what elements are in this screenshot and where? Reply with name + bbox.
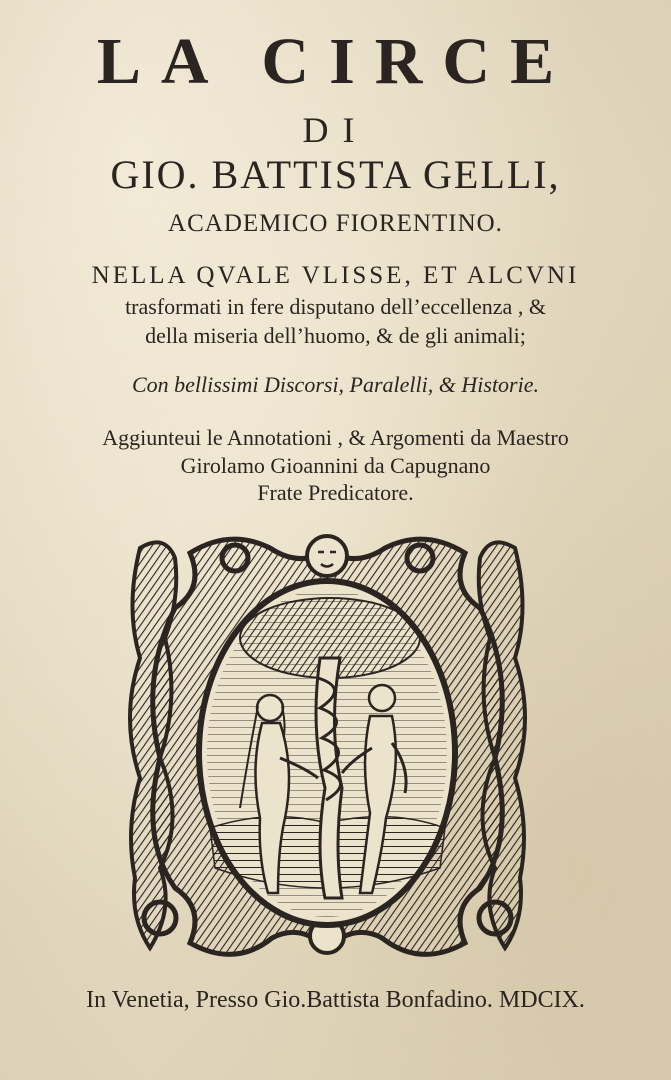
annotations-line-1: Aggiunteui le Annotationi , & Argomenti da Maestro [102, 425, 569, 450]
annotations-line-3: Frate Predicatore. [257, 480, 414, 505]
annotations-line-2: Girolamo Gioannini da Capugnano [180, 453, 491, 478]
imprint: In Venetia, Presso Gio.Battista Bonfadino. MDCIX. [86, 987, 585, 1013]
subtitle-line-2: trasformati in fere disputano dell’eccellenza , & [125, 294, 546, 319]
author-name: GIO. BATTISTA GELLI, [110, 152, 561, 197]
scene-oval [199, 581, 455, 925]
author-affiliation: ACADEMICO FIORENTINO. [168, 210, 503, 237]
book-title: LA CIRCE [96, 25, 575, 98]
subtitle-line-3: della miseria dell’huomo, & de gli animali; [145, 323, 526, 348]
title-preposition: DI [302, 110, 369, 150]
subtitle-line-1: NELLA QVALE VLISSE, ET ALCVNI [91, 262, 580, 289]
woodcut-illustration [120, 528, 535, 963]
discourses-line: Con bellissimi Discorsi, Paralelli, & Historie. [131, 372, 539, 397]
